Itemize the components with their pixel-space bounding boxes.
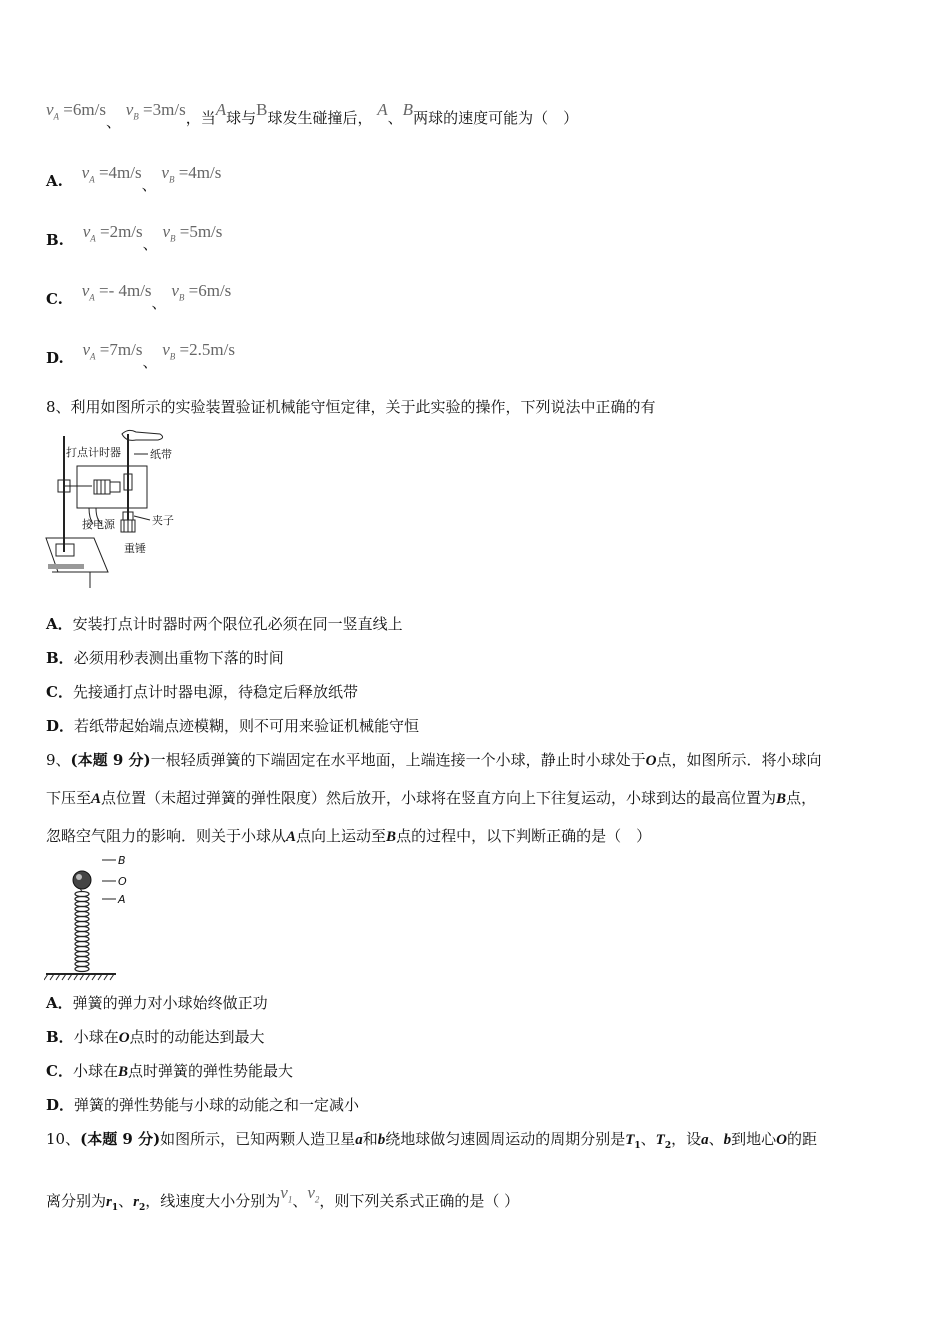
- q8-option-d[interactable]: D．若纸带起始端点迹模糊，则不可用来验证机械能守恒: [46, 717, 420, 735]
- q9-stem-line2: 下压至A点位置（未超过弹簧的弹性限度）然后放开，小球将在竖直方向上下往复运动，小球到达的最高位置为B点，: [46, 789, 817, 807]
- q9-option-c[interactable]: C．小球在B点时弹簧的弹性势能最大: [46, 1062, 293, 1080]
- q7-option-c[interactable]: C. $v_A =- 4m/s$、 $v_B =6m/s$: [46, 281, 232, 312]
- label-timer: 打点计时器: [66, 446, 121, 459]
- label-A: A: [118, 893, 126, 906]
- label-clip: 夹子: [152, 514, 174, 527]
- label-O: O: [118, 875, 127, 888]
- q9-option-a[interactable]: A．弹簧的弹力对小球始终做正功: [46, 994, 268, 1012]
- q8-option-a[interactable]: A．安装打点计时器时两个限位孔必须在同一竖直线上: [46, 615, 403, 633]
- q7-stem-vB: $v_B =3m/s$: [125, 100, 186, 122]
- q7-stem-vA: $v_A =6m/s$: [46, 100, 106, 122]
- q8-option-c[interactable]: C．先接通打点计时器电源，待稳定后释放纸带: [46, 683, 358, 701]
- q7-option-d[interactable]: D. $v_A =7m/s$、 $v_B =2.5m/s$: [46, 340, 235, 371]
- label-weight: 重锤: [124, 542, 146, 555]
- q9-option-b[interactable]: B．小球在O点时的动能达到最大: [46, 1028, 265, 1046]
- q9-stem-line3: 忽略空气阻力的影响．则关于小球从A点向上运动至B点的过程中，以下判断正确的是（ ）: [46, 827, 652, 845]
- q8-apparatus-figure: [44, 424, 194, 594]
- q10-stem-line2: 离分别为$r_1$、$r_2$，线速度大小分别为$v_1$、$v_2$，则下列关系式正确的是（ ）: [46, 1183, 520, 1213]
- q7-stem: $v_A =6m/s$、 $v_B =3m/s$，当A球与B球发生碰撞后， A、B两球的速度可能为（ ）: [46, 100, 579, 131]
- label-tape: 纸带: [150, 448, 172, 461]
- q9-stem-line1: 9、(本题 9 分)一根轻质弹簧的下端固定在水平地面，上端连接一个小球，静止时小球处于O点，如图所示．将小球向: [46, 751, 822, 769]
- label-power: 接电源: [82, 518, 115, 531]
- q7-option-b[interactable]: B. $v_A =2m/s$、 $v_B =5m/s$: [46, 222, 223, 253]
- q8-stem: 8、利用如图所示的实验装置验证机械能守恒定律，关于此实验的操作，下列说法中正确的有: [46, 398, 656, 416]
- q9-spring-figure: [44, 852, 134, 984]
- q9-option-d[interactable]: D．弹簧的弹性势能与小球的动能之和一定减小: [46, 1096, 360, 1114]
- q8-option-b[interactable]: B．必须用秒表测出重物下落的时间: [46, 649, 284, 667]
- label-B: B: [118, 854, 126, 867]
- q7-option-a[interactable]: A. $v_A =4m/s$、 $v_B =4m/s$: [46, 163, 222, 194]
- q10-stem-line1: 10、(本题 9 分)如图所示，已知两颗人造卫星a和b绕地球做匀速圆周运动的周期分别是$T_1$、$T_2$，设a、b到地心O的距: [46, 1130, 818, 1151]
